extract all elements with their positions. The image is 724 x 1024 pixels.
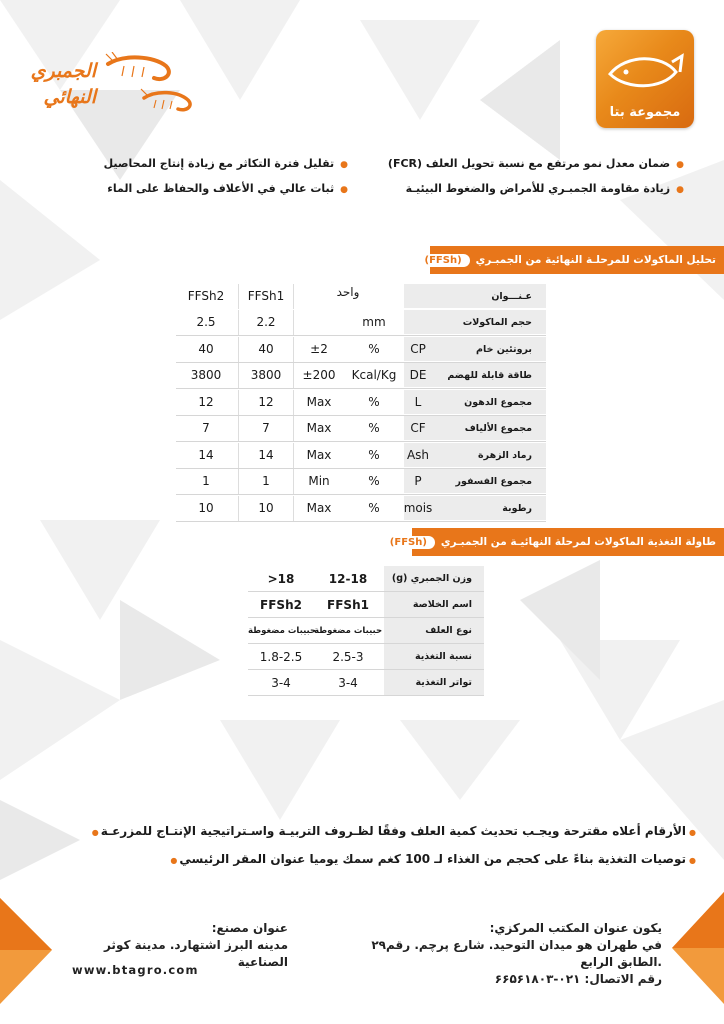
table-row <box>248 670 484 696</box>
analysis-table <box>0 280 724 520</box>
office-address <box>362 920 662 988</box>
table-row <box>176 469 546 494</box>
product-title-line1: الجمبري <box>30 60 96 82</box>
row-tolerance: Max <box>306 447 332 462</box>
feeding-title: طاولة التغذية الماكولات لمرحلة النهائيـة من الجمبـري <box>440 536 716 548</box>
row-col1: حبيبات مضغوطة <box>314 626 383 636</box>
note-item: ● توصيات التغذية بناءً على كحجم من الغذاء لـ 100 كغم سمك يوميا عنوان المقر الرئيسي ● <box>92 846 696 874</box>
feeding-table <box>0 562 724 702</box>
table-row <box>176 310 546 335</box>
row-ffsh1: 12 <box>238 390 294 415</box>
row-divider <box>248 695 484 696</box>
row-unit: % <box>368 500 380 515</box>
row-label: رماد الزهرة <box>404 443 546 468</box>
table-row <box>248 592 484 618</box>
row-label: مجموع الدهون <box>404 390 546 415</box>
row-unit: % <box>368 447 380 462</box>
row-ffsh2: 1 <box>202 474 210 488</box>
row-ffsh1: 1 <box>238 469 294 494</box>
row-label: بروتئين خام <box>404 337 546 362</box>
row-label: نوع العلف <box>384 618 484 644</box>
benefits-list-right <box>388 152 684 202</box>
row-ffsh2: 10 <box>198 500 214 515</box>
row-col1: FFSh1 <box>327 598 369 612</box>
row-tolerance: Max <box>306 394 332 409</box>
row-unit: Kcal/Kg <box>351 368 397 382</box>
office-line: في طهران هو ميدان التوحيد. شارع پرچم. رقم۲۹ .الطابق الرابع <box>371 938 662 969</box>
table-row <box>176 443 546 468</box>
table-row <box>176 390 546 415</box>
row-unit: % <box>368 341 380 356</box>
row-tolerance: ±2 <box>310 341 328 356</box>
benefit-item: ● ثبات عالي في الأعلاف والحفاظ على الماء <box>104 177 348 202</box>
factory-line: مدينه البرز اشتهارد. مدينة كوثر الصناعية <box>103 938 288 969</box>
row-code: P <box>414 474 422 488</box>
table-row <box>176 337 546 362</box>
header-ffsh1: FFSh1 <box>238 284 294 309</box>
row-label: رطوبة <box>404 496 546 521</box>
row-divider <box>176 521 546 522</box>
table-row <box>176 496 546 521</box>
table-row <box>248 618 484 644</box>
feeding-badge: (FFSh) <box>382 536 435 549</box>
row-tolerance: ±200 <box>302 368 336 382</box>
row-unit: % <box>368 474 380 488</box>
row-ffsh1: 10 <box>238 496 294 521</box>
product-title <box>14 58 96 110</box>
row-unit: % <box>368 394 380 409</box>
benefit-item: ● تقليل فترة التكاثر مع زيادة إنتاج المحاصيل <box>104 152 348 177</box>
row-ffsh2: 14 <box>198 447 214 462</box>
row-ffsh2: 40 <box>198 341 214 356</box>
row-code: Ash <box>406 447 430 462</box>
row-col2: 3-4 <box>271 676 291 690</box>
notes-list <box>92 818 696 874</box>
row-label: اسم الخلاصة <box>384 592 484 618</box>
row-label: نسبة التغذية <box>384 644 484 670</box>
row-code: CP <box>410 341 426 356</box>
row-code: CF <box>410 421 426 435</box>
row-unit: % <box>368 421 380 435</box>
row-ffsh1: 14 <box>238 443 294 468</box>
analysis-title: تحليل الماكولات للمرحلـة النهائية من الجمبـري <box>475 254 716 266</box>
row-col1: 3-4 <box>338 676 358 690</box>
table-row <box>248 644 484 670</box>
logo-text: مجموعة بتا <box>609 105 681 120</box>
note-item: ● الأرقام أعلاه مقترحة ويجـب تحديث كمية العلف وفقًا لظـروف التربيـة واسـتراتيجية الإنتـاج للمزرعـة ● <box>92 818 696 846</box>
table-header-row <box>176 284 546 309</box>
benefit-item: ● زيادة مقاومة الجمبـري للأمراض والضغوط البيئيـة <box>388 177 684 202</box>
row-label: تواتر التغذية <box>384 670 484 696</box>
table-row <box>176 363 546 388</box>
feeding-section-header <box>389 528 724 556</box>
row-tolerance: Min <box>308 474 330 488</box>
shrimp-icon <box>104 52 178 86</box>
table-row <box>176 416 546 441</box>
benefits-list-left <box>104 152 348 202</box>
row-label: مجموع الفسفور <box>404 469 546 494</box>
benefit-item: ● ضمان معدل نمو مرتفع مع نسبة تحويل العلف (FCR) <box>388 152 684 177</box>
row-tolerance: Max <box>306 421 332 435</box>
header-label: عـنـــوان <box>404 284 546 309</box>
row-ffsh2: 7 <box>202 421 210 435</box>
company-logo <box>596 30 694 128</box>
row-col2: 1.8-2.5 <box>259 650 303 664</box>
row-label: طاقة قابلة للهضم <box>404 363 546 388</box>
row-ffsh2: 3800 <box>190 368 222 382</box>
row-code: L <box>414 394 422 409</box>
row-code: mois <box>403 500 433 515</box>
header-unit: واحد <box>336 285 360 299</box>
table-row <box>248 566 484 592</box>
website-link[interactable]: www.btagro.com <box>72 963 199 977</box>
row-label: وزن الجمبري (g) <box>384 566 484 592</box>
row-ffsh2: 2.5 <box>196 315 216 329</box>
row-col2: حبيبات مضغوطة <box>248 626 317 636</box>
office-phone: رقم الاتصال: ۰۲۱-۶۶۵۶۱۸۰۳ <box>494 972 662 986</box>
row-ffsh1: 7 <box>238 416 294 441</box>
header-ffsh2: FFSh2 <box>187 289 225 303</box>
row-col2: >18 <box>267 572 295 586</box>
row-col1: 12-18 <box>328 572 368 586</box>
row-ffsh2: 12 <box>198 394 214 409</box>
row-tolerance <box>294 310 344 335</box>
row-ffsh1: 40 <box>238 337 294 362</box>
analysis-badge: (FFSh) <box>417 254 470 267</box>
shrimp-icon-small <box>140 88 198 116</box>
row-code: DE <box>409 368 427 382</box>
row-unit: mm <box>362 315 386 329</box>
row-label: مجموع الألياف <box>404 416 546 441</box>
row-ffsh1: 3800 <box>238 363 294 388</box>
analysis-section-header <box>424 246 724 274</box>
fish-icon <box>606 50 684 96</box>
row-tolerance: Max <box>306 500 332 515</box>
office-title: يكون عنوان المكتب المركزي: <box>489 921 662 935</box>
row-col2: FFSh2 <box>260 598 302 612</box>
factory-title: عنوان مصنع: <box>211 921 288 935</box>
row-col1: 2.5-3 <box>332 650 364 664</box>
row-ffsh1: 2.2 <box>238 310 294 335</box>
row-label: حجم الماكولات <box>404 310 546 335</box>
product-title-line2: النهائي <box>43 86 96 108</box>
